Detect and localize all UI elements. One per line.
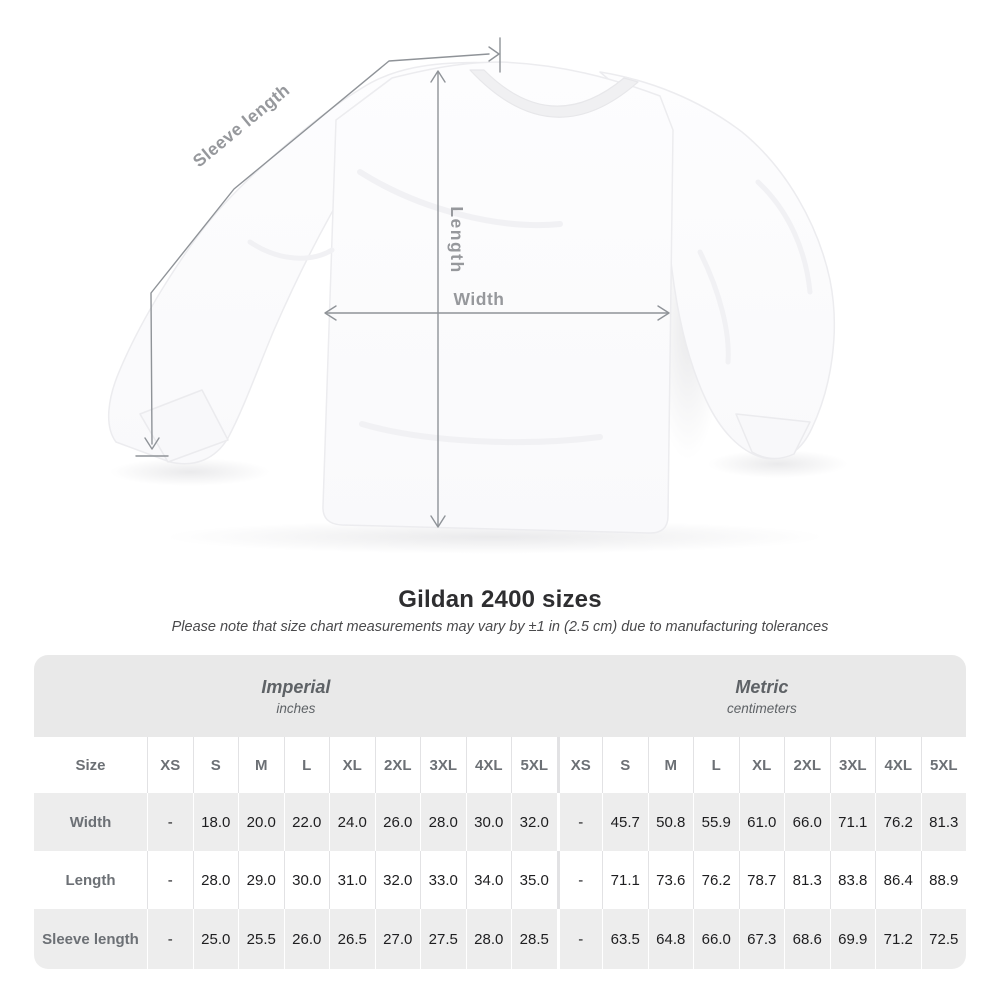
imperial-size-header: 2XL (375, 737, 421, 793)
row-label: Sleeve length (42, 930, 139, 948)
imperial-value: 32.0 (375, 851, 421, 909)
imperial-value: 28.0 (466, 909, 512, 969)
metric-size-header: 5XL (921, 737, 967, 793)
imperial-size-header: L (284, 737, 330, 793)
metric-value: 67.3 (739, 909, 785, 969)
metric-size-header: 4XL (875, 737, 921, 793)
imperial-value: - (147, 909, 193, 969)
page-title: Gildan 2400 sizes (398, 586, 602, 613)
imperial-value: 27.0 (375, 909, 421, 969)
length-label: Length (447, 206, 467, 274)
units-header-row (34, 655, 966, 737)
imperial-value: 26.5 (329, 909, 375, 969)
metric-value: 72.5 (921, 909, 967, 969)
imperial-value: 29.0 (238, 851, 284, 909)
metric-value: 45.7 (602, 793, 648, 851)
table-row (34, 909, 966, 969)
imperial-size-header: 4XL (466, 737, 512, 793)
size-table-body (34, 737, 966, 969)
size-header-row (34, 737, 966, 793)
metric-section-header (558, 655, 966, 737)
size-table (34, 655, 966, 969)
metric-value: 81.3 (784, 851, 830, 909)
metric-value: 55.9 (693, 793, 739, 851)
metric-value: 81.3 (921, 793, 967, 851)
imperial-section-unit: inches (276, 700, 316, 716)
imperial-value: 31.0 (329, 851, 375, 909)
metric-value: 71.1 (830, 793, 876, 851)
metric-value: 86.4 (875, 851, 921, 909)
metric-value: 64.8 (648, 909, 694, 969)
size-column-header: Size (75, 756, 106, 774)
imperial-size-header: 5XL (511, 737, 557, 793)
imperial-value: 28.0 (193, 851, 239, 909)
metric-value: 78.7 (739, 851, 785, 909)
metric-size-header: 3XL (830, 737, 876, 793)
imperial-value: 25.0 (193, 909, 239, 969)
metric-value: 71.1 (602, 851, 648, 909)
imperial-size-header: S (193, 737, 239, 793)
imperial-value: 30.0 (466, 793, 512, 851)
imperial-value: 33.0 (420, 851, 466, 909)
metric-value: 76.2 (875, 793, 921, 851)
metric-value: - (557, 909, 603, 969)
row-label: Length (65, 871, 116, 889)
tolerance-note: Please note that size chart measurements may vary by ±1 in (2.5 cm) due to manufacturing tolerances (171, 619, 829, 635)
metric-value: - (557, 851, 603, 909)
imperial-value: - (147, 851, 193, 909)
metric-value: 63.5 (602, 909, 648, 969)
metric-size-header: S (602, 737, 648, 793)
imperial-value: 24.0 (329, 793, 375, 851)
imperial-value: 32.0 (511, 793, 557, 851)
imperial-value: 30.0 (284, 851, 330, 909)
metric-section-title: Metric (735, 676, 789, 697)
imperial-value: 20.0 (238, 793, 284, 851)
metric-value: 73.6 (648, 851, 694, 909)
imperial-size-header: 3XL (420, 737, 466, 793)
imperial-value: 28.5 (511, 909, 557, 969)
imperial-size-header: XS (147, 737, 193, 793)
metric-value: 69.9 (830, 909, 876, 969)
sleeve-length-arrow-right (489, 47, 499, 61)
metric-value: 68.6 (784, 909, 830, 969)
metric-value: 50.8 (648, 793, 694, 851)
imperial-value: 18.0 (193, 793, 239, 851)
sleeve-length-label: Sleeve length (188, 79, 294, 172)
imperial-section-header (34, 655, 558, 737)
metric-value: 61.0 (739, 793, 785, 851)
imperial-value: 26.0 (375, 793, 421, 851)
imperial-value: 22.0 (284, 793, 330, 851)
metric-value: 83.8 (830, 851, 876, 909)
imperial-section-title: Imperial (261, 676, 331, 697)
metric-size-header: XS (557, 737, 603, 793)
metric-value: 66.0 (784, 793, 830, 851)
table-row (34, 793, 966, 851)
width-label: Width (453, 289, 505, 309)
table-row (34, 851, 966, 909)
metric-size-header: M (648, 737, 694, 793)
metric-section-unit: centimeters (726, 700, 797, 716)
metric-value: 88.9 (921, 851, 967, 909)
imperial-value: 26.0 (284, 909, 330, 969)
row-label: Width (69, 813, 112, 831)
imperial-size-header: XL (329, 737, 375, 793)
imperial-value: - (147, 793, 193, 851)
imperial-value: 27.5 (420, 909, 466, 969)
metric-value: 71.2 (875, 909, 921, 969)
imperial-value: 25.5 (238, 909, 284, 969)
metric-value: - (557, 793, 603, 851)
imperial-size-header: M (238, 737, 284, 793)
metric-value: 66.0 (693, 909, 739, 969)
imperial-value: 35.0 (511, 851, 557, 909)
metric-size-header: L (693, 737, 739, 793)
metric-size-header: XL (739, 737, 785, 793)
imperial-value: 34.0 (466, 851, 512, 909)
imperial-value: 28.0 (420, 793, 466, 851)
metric-size-header: 2XL (784, 737, 830, 793)
metric-value: 76.2 (693, 851, 739, 909)
